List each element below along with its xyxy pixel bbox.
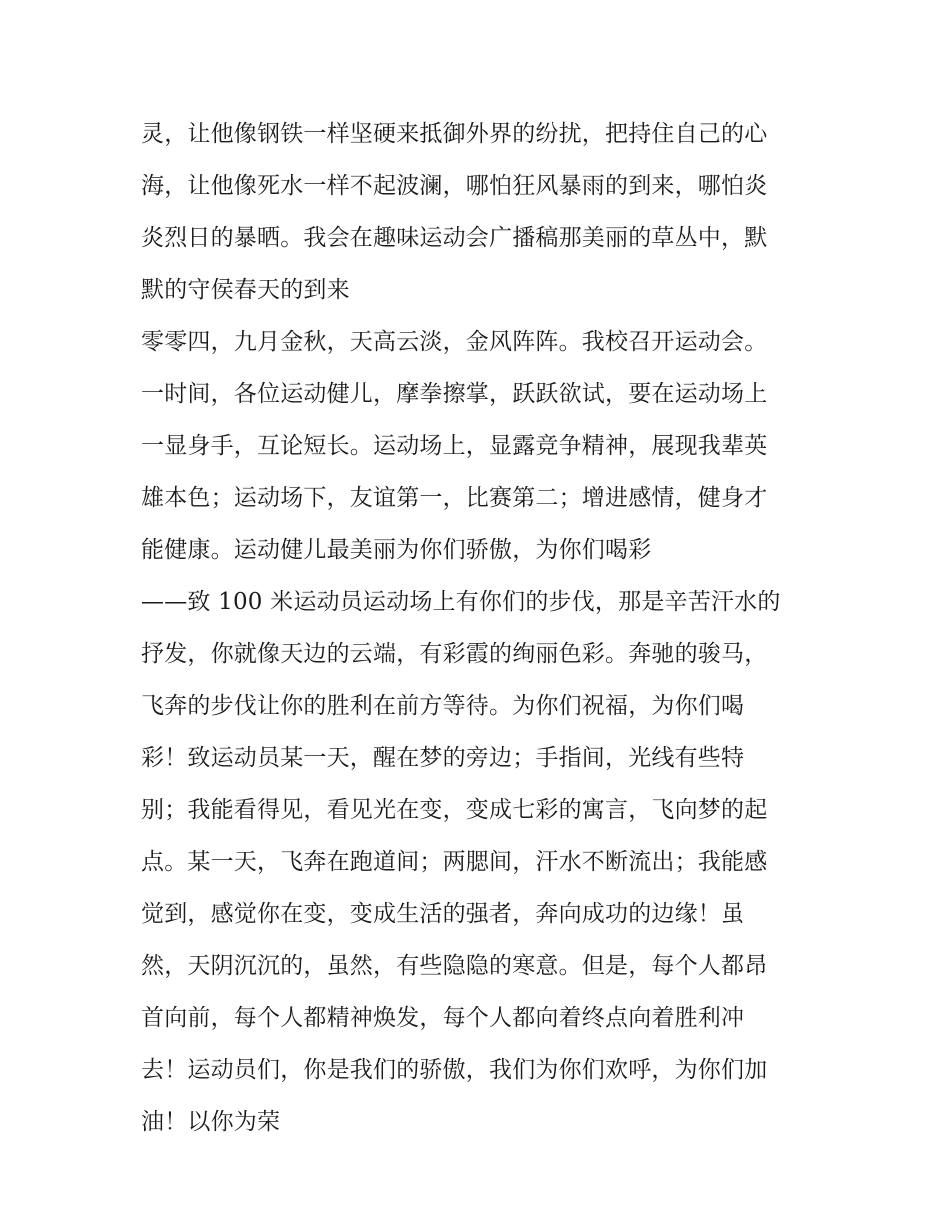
text-line: 抒发，你就像天边的云端，有彩霞的绚丽色彩。奔驰的骏马，: [141, 641, 768, 667]
text-line: 海，让他像死水一样不起波澜，哪怕狂风暴雨的到来，哪怕炎: [141, 173, 768, 199]
text-line: 能健康。运动健儿最美丽为你们骄傲，为你们喝彩: [141, 537, 652, 563]
text-line: 默的守侯春天的到来: [141, 277, 350, 303]
text-line: 去！运动员们，你是我们的骄傲，我们为你们欢呼，为你们加: [141, 1057, 768, 1083]
text-line: 然，天阴沉沉的，虽然，有些隐隐的寒意。但是，每个人都昂: [141, 953, 768, 979]
text-line: 一时间，各位运动健儿，摩拳擦掌，跃跃欲试，要在运动场上: [141, 381, 768, 407]
text-line: 首向前，每个人都精神焕发，每个人都向着终点向着胜利冲: [141, 1005, 745, 1031]
body-text: [141, 108, 813, 1148]
text-line: 别；我能看得见，看见光在变，变成七彩的寓言，飞向梦的起: [141, 797, 768, 823]
text-line: 彩！致运动员某一天，醒在梦的旁边；手指间，光线有些特: [141, 745, 745, 771]
text-line: 零零四，九月金秋，天高云淡，金风阵阵。我校召开运动会。: [141, 329, 768, 355]
text-line: 雄本色；运动场下，友谊第一，比赛第二；增进感情，健身才: [141, 485, 768, 511]
text-line: 觉到，感觉你在变，变成生活的强者，奔向成功的边缘！虽: [141, 901, 745, 927]
text-line: ——致 100 米运动员运动场上有你们的步伐，那是辛苦汗水的: [141, 589, 781, 615]
text-line: 飞奔的步伐让你的胜利在前方等待。为你们祝福，为你们喝: [141, 693, 745, 719]
text-line: 一显身手，互论短长。运动场上，显露竞争精神，展现我辈英: [141, 433, 768, 459]
text-line: 点。某一天，飞奔在跑道间；两腮间，汗水不断流出；我能感: [141, 849, 768, 875]
text-line: 油！以你为荣: [141, 1109, 281, 1135]
text-line: 灵，让他像钢铁一样坚硬来抵御外界的纷扰，把持住自己的心: [141, 121, 768, 147]
text-line: 炎烈日的暴晒。我会在趣味运动会广播稿那美丽的草丛中，默: [141, 225, 768, 251]
